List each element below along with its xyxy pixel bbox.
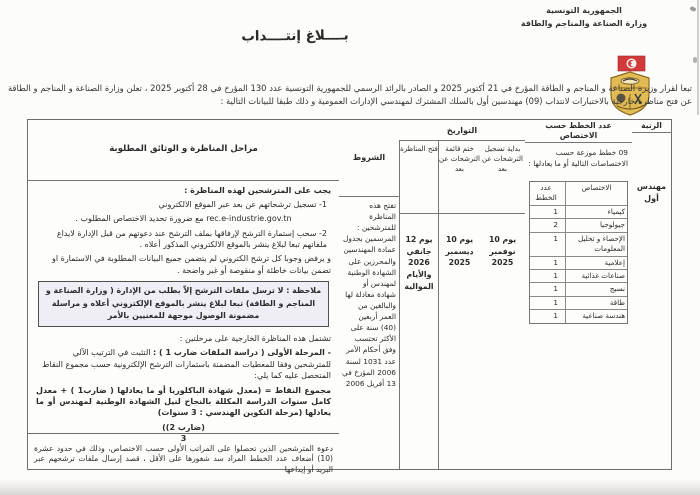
- date-start-label: بداية تسجيل الترشحات عن بعد: [480, 141, 525, 214]
- spec-count: 1: [553, 297, 558, 307]
- rank-value: مهندس أول: [636, 181, 667, 203]
- date-start-col: [480, 141, 525, 469]
- date-close-label: ختم قائمة الترشحات عن بعد: [439, 141, 480, 214]
- stages-content: [28, 181, 339, 433]
- spec-header-row: [530, 182, 627, 205]
- important-note-box: ملاحظة : لا ترسل ملفات الترشح إلاّ بطلب من الإدارة ( وزارة الصناعة و المناجم و الطاقة) تبعا لبلاغ ينشر بالموقع الإلكتروني أعلاه و مراسلة مضمونة الوصول موجهة للمعنيين بالأمر: [38, 281, 329, 327]
- instruction-item-1-rest: مع ضرورة تحديد الاختصاص المطلوب .: [75, 214, 204, 224]
- date-close-col: [438, 141, 480, 469]
- score-formula-tail: (ضارب 2)): [162, 422, 205, 432]
- spec-name: صناعات غذائية: [565, 270, 627, 282]
- spec-count: 2: [553, 220, 558, 230]
- document-title: بــــلاغ إنتــــداب: [241, 27, 349, 45]
- dates-header: التواريخ: [399, 120, 525, 141]
- date-open-col: [399, 141, 438, 469]
- spec-row: [530, 282, 627, 295]
- spec-row: [530, 296, 627, 309]
- spec-count: 1: [553, 271, 558, 280]
- phases-title: تشتمل هذه المناظرة الخارجية على مرحلتين :: [179, 334, 331, 344]
- date-close-value: يوم 10 ديسمبر 2025: [445, 235, 474, 268]
- spec-row: [530, 256, 627, 269]
- date-open-label: فتح المناظرة: [400, 141, 438, 214]
- phase-1: [36, 347, 331, 381]
- count-col-header: عدد الخطط: [535, 182, 557, 203]
- spec-row: [530, 218, 627, 231]
- must-title: يجب على المترشحين لهذه المناظرة :: [184, 185, 331, 195]
- spec-count: 1: [553, 206, 558, 216]
- column-posts: [525, 120, 632, 469]
- stages-footer: [28, 433, 339, 474]
- scan-smudge: [693, 57, 697, 63]
- spec-row: [530, 232, 627, 256]
- spec-count: 1: [553, 233, 558, 243]
- specializations-table: [529, 181, 628, 324]
- phase-1-lead: - المرحلة الأولى ( دراسة الملفات ضارب 1 ) :: [153, 348, 331, 358]
- dates-subcolumns: [399, 141, 525, 469]
- date-start-value: يوم 10 نوفمبر 2025: [488, 235, 517, 268]
- column-dates: [399, 120, 525, 469]
- spec-count: 1: [553, 257, 558, 267]
- spec-name: الإحصاء و تحليل المعلومات: [565, 233, 627, 256]
- instruction-item-1: 1- تسجيل ترشحاتهم عن بعد عبر الموقع الالكتروني: [158, 200, 327, 210]
- spec-name: جيولوجيا: [565, 219, 627, 231]
- rejection-note: و يرفض وجوبا كل ترشح الكتروني لم يتضمن جميع البيانات المطلوبة في الاستمارة او تضمن بيانات خاطئة أو منقوصة أو غير واضحة .: [52, 254, 331, 275]
- spec-name: كيمياء: [565, 206, 627, 218]
- page-number: 3: [180, 434, 187, 443]
- spec-row: [530, 309, 627, 322]
- conditions-text: تفتح هذه المناظرة للمترشحين : المرسمين بجدول عمادة المهندسين والمحرزين على الشهادة الوطنية لمهندس أو شهادة معادلة لها والبالغين من العمر أربعين (40) سنة على الأكثر تحتسب وفق أحكام الأمر عدد 1031 لسنة 2006 المؤرخ في 13 أفريل 2006: [342, 201, 396, 388]
- spec-name: هندسة صناعية: [565, 310, 627, 322]
- stages-header: مراحل المناظرة و الوثائق المطلوبة: [28, 120, 339, 181]
- spec-row: [530, 205, 627, 218]
- republic-name: الجمهورية التونسية: [546, 6, 622, 15]
- score-formula: مجموع النقاط = (معدل شهادة الباكلوريا أو ما يعادلها ( ضارب1 ) + معدل كامل سنوات الدراسة المكللة بالنجاح لنيل الشهادة الوطنية لمهندس أو ما يعادلها (مرحلة التكوين الهندسي : 3 سنوات): [36, 385, 331, 418]
- registration-website: rec.e-industrie.gov.tn: [206, 214, 292, 224]
- intro-paragraph: تبعا لقرار وزيرة الصناعة و المناجم و الطاقة المؤرخ في 21 أكتوبر 2025 و الصادر بالرائد الرسمي للجمهورية التونسية عدد 130 المؤرخ في 28 أكتوبر 2025 ، تعلن وزارة الصناعة و المناجم و الطاقة عن فتح مناظرة خارجية بالاختبارات لانتداب (09) مهندسين أول بالسلك المشترك لمهندسي الإدارات العمومية و ذلك طبقا للبيانات التالية :: [8, 83, 693, 107]
- conditions-header: الشروط: [339, 120, 399, 197]
- rank-header: الرتبة: [632, 120, 671, 133]
- column-conditions: [339, 120, 399, 469]
- scan-smudge: [689, 6, 696, 12]
- column-stages: [28, 120, 339, 474]
- spec-name: طاقة: [565, 297, 627, 309]
- phase-1-text: التثبت في الترتيب الآلي للمترشحين وفقا للمعطيات المضمنة باستمارات الترشح الإلكترونية حسب مجموع النقاط المتحصل عليه كما يلي:: [42, 348, 331, 381]
- announcement-table: [27, 119, 672, 474]
- footer-paragraph: دعوة المترشحين الذين تحصلوا على المراتب الأولى حسب الاختصاص، وذلك في حدود عشرة (10) أضعاف عدد الخطط المراد سد شغورها على الأقل ، قصد إرسال ملفات ترشحهم عبر البريد أو إيداعها: [34, 443, 333, 474]
- instruction-item-1-line2: [36, 213, 331, 224]
- spec-count: 1: [553, 284, 558, 294]
- government-header: [494, 5, 674, 31]
- ministry-name: وزارة الصناعة والمناجم والطاقة: [520, 18, 648, 28]
- scan-shadow: [0, 479, 700, 495]
- posts-summary: 09 خطط موزعة حسب الاختصاصات التالية أو ما يعادلها :: [528, 147, 628, 168]
- instruction-item-2: 2- سحب إستمارة الترشح لإرفاقها بملف الترشح عند دعوتهم من قبل الإدارة لايداع ملفاتهم تبعا لبلاغ ينشر بالموقع الالكتروني المذكور أعلاه .: [56, 228, 327, 250]
- posts-header: عدد الخطط حسب الاختصاص: [525, 120, 632, 143]
- spec-name: نسيج: [565, 283, 627, 295]
- spec-row: [530, 269, 627, 282]
- spec-col-header: الاختصاص: [565, 182, 627, 205]
- column-rank: [632, 120, 671, 469]
- spec-count: 1: [553, 311, 558, 321]
- scan-edge-line: [697, 0, 699, 115]
- spec-name: إعلامية: [565, 257, 627, 269]
- date-open-value: يوم 12 جانفي 2026 والأيام الموالية: [404, 235, 434, 291]
